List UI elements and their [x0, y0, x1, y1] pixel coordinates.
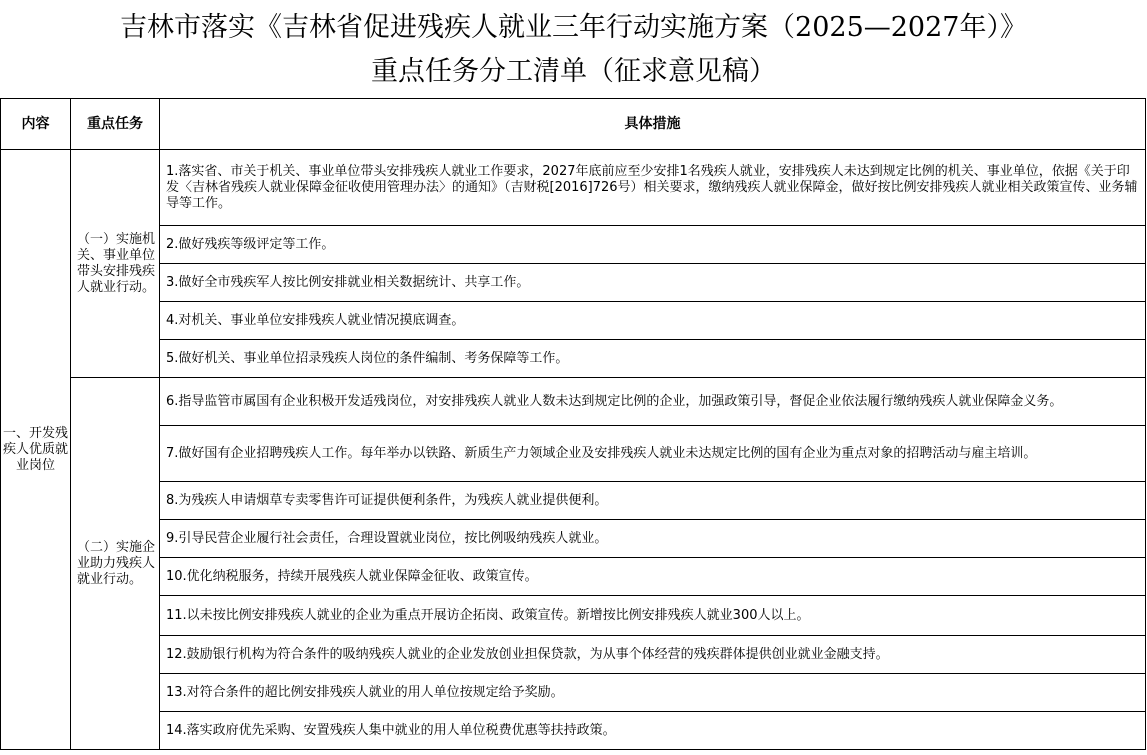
document-title [0, 0, 1147, 98]
measure-cell: 9.引导民营企业履行社会责任，合理设置就业岗位，按比例吸纳残疾人就业。 [160, 520, 1146, 558]
table-row [1, 482, 1146, 520]
measure-cell: 7.做好国有企业招聘残疾人工作。每年举办以铁路、新质生产力领域企业及安排残疾人就业未达规定比例的国有企业为重点对象的招聘活动与雇主培训。 [160, 426, 1146, 482]
measure-cell: 2.做好残疾等级评定等工作。 [160, 226, 1146, 264]
header-measures: 具体措施 [160, 99, 1146, 150]
title-line-2: 重点任务分工清单（征求意见稿） [371, 56, 776, 87]
table-row [1, 674, 1146, 712]
measure-cell: 8.为残疾人申请烟草专卖零售许可证提供便利条件，为残疾人就业提供便利。 [160, 482, 1146, 520]
measure-cell: 14.落实政府优先采购、安置残疾人集中就业的用人单位税费优惠等扶持政策。 [160, 712, 1146, 750]
header-task: 重点任务 [71, 99, 160, 150]
table-row [1, 426, 1146, 482]
table-row [1, 378, 1146, 426]
measure-cell: 1.落实省、市关于机关、事业单位带头安排残疾人就业工作要求，2027年底前应至少安排1名残疾人就业，安排残疾人未达到规定比例的机关、事业单位，依据《关于印发〈吉林省残疾人就业保障金征收使用管理办法〉的通知》（吉财税[2016]726号）相关要求，缴纳残疾人就业保障金，做好按比例安排残疾人就业相关政策宣传、业务辅导等工作。 [160, 150, 1146, 226]
title-line-1: 吉林市落实《吉林省促进残疾人就业三年行动实施方案（2025—2027年）》 [120, 12, 1027, 43]
table-header-row [1, 99, 1146, 150]
table-row [1, 596, 1146, 636]
task-cell: （二）实施企业助力残疾人就业行动。 [71, 378, 160, 750]
table-row [1, 264, 1146, 302]
measure-cell: 3.做好全市残疾军人按比例安排就业相关数据统计、共享工作。 [160, 264, 1146, 302]
table-row [1, 302, 1146, 340]
table-row [1, 520, 1146, 558]
measure-cell: 6.指导监管市属国有企业积极开发适残岗位，对安排残疾人就业人数未达到规定比例的企业，加强政策引导，督促企业依法履行缴纳残疾人就业保障金义务。 [160, 378, 1146, 426]
task-cell: （一）实施机关、事业单位带头安排残疾人就业行动。 [71, 150, 160, 378]
table-row [1, 226, 1146, 264]
measure-cell: 5.做好机关、事业单位招录残疾人岗位的条件编制、考务保障等工作。 [160, 340, 1146, 378]
task-table [0, 98, 1146, 750]
header-content: 内容 [1, 99, 71, 150]
table-row [1, 636, 1146, 674]
measure-cell: 11.以未按比例安排残疾人就业的企业为重点开展访企拓岗、政策宣传。新增按比例安排残疾人就业300人以上。 [160, 596, 1146, 636]
table-row [1, 558, 1146, 596]
table-row [1, 340, 1146, 378]
content-cell: 一、开发残疾人优质就业岗位 [1, 150, 71, 750]
measure-cell: 13.对符合条件的超比例安排残疾人就业的用人单位按规定给予奖励。 [160, 674, 1146, 712]
measure-cell: 10.优化纳税服务，持续开展残疾人就业保障金征收、政策宣传。 [160, 558, 1146, 596]
table-row [1, 712, 1146, 750]
measure-cell: 4.对机关、事业单位安排残疾人就业情况摸底调查。 [160, 302, 1146, 340]
table-row [1, 150, 1146, 226]
measure-cell: 12.鼓励银行机构为符合条件的吸纳残疾人就业的企业发放创业担保贷款，为从事个体经营的残疾群体提供创业就业金融支持。 [160, 636, 1146, 674]
